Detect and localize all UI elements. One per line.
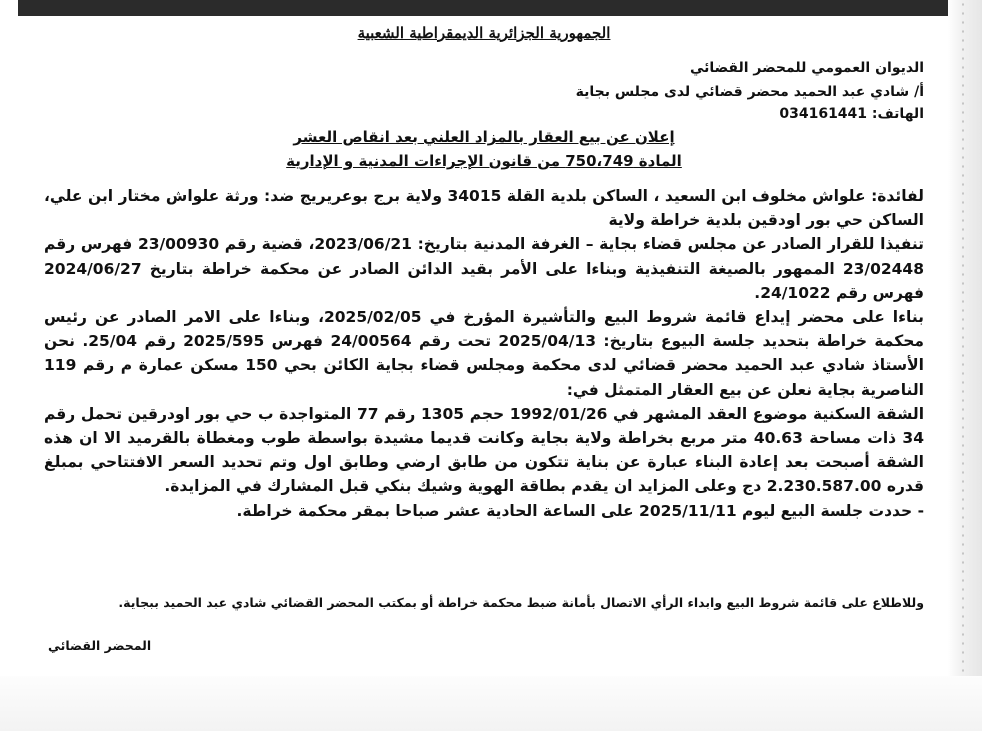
phone-label: الهاتف: bbox=[871, 106, 924, 122]
notice-body bbox=[44, 184, 924, 523]
bailiff-name: أ/ شادي عبد الحميد محضر قضائي لدى مجلس بجاية bbox=[575, 84, 924, 100]
paragraph-property: الشقة السكنية موضوع العقد المشهر في 1992/01/26 حجم 1305 رقم 77 المتواجدة ب حي بور اودرقين تحمل رقم 34 ذات مساحة 40.63 متر مربع بخراطة ولاية بجاية وكانت قديما مشيدة بواسطة طوب ومغطاة بالقرميد الا ان هذه الشقة أصبحت بعد إعادة البناء عبارة عن بناية تتكون من طابق ارضي وطابق اول وتم تحديد السعر الافتتاحي بمبلغ قدره 2.230.587.00 دج وعلى المزايد ان يقدم بطاقة الهوية وشيك بنكي قبل المشارك في المزايدة. bbox=[44, 404, 925, 496]
paragraph-sale-date: - حددت جلسة البيع ليوم 2025/11/11 على الساعة الحادية عشر صباحا بمقر محكمة خراطة. bbox=[236, 501, 924, 520]
republic-heading: الجمهورية الجزائرية الديمقراطية الشعبية bbox=[357, 24, 611, 42]
contact-notice: وللاطلاع على قائمة شروط البيع وابداء الرأي الاتصال بأمانة ضبط محكمة خراطة أو بمكتب المحضر القضائي شادي عبد الحميد ببجاية. bbox=[118, 595, 924, 610]
paragraph-decision: تنفيذا للقرار الصادر عن مجلس قضاء بجاية – الغرفة المدنية بتاريخ: 2023/06/21، قضية رقم 23/00930 فهرس رقم 23/02448 الممهور بالصيغة التنفيذية وبناءا على الأمر بقيد الدائن الصادر عن محكمة خراطة بتاريخ 2024/06/27 فهرس رقم 24/1022. bbox=[44, 235, 924, 302]
scan-bottom-margin bbox=[0, 676, 982, 731]
scan-top-border bbox=[18, 0, 948, 16]
phone-number: 034161441 bbox=[779, 106, 868, 122]
signature: المحضر القضائي bbox=[48, 638, 152, 653]
paragraph-conditions: بناءا على محضر إيداع قائمة شروط البيع والتأشيرة المؤرخ في 2025/02/05، وبناءا على الامر الصادر عن رئيس محكمة خراطة بتحديد جلسة البيوع بتاريخ: 2025/04/13 تحت رقم 24/00564 فهرس 2025/595 رقم 25/04. نحن الأستاذ شادي عبد الحميد محضر قضائي لدى محكمة ومجلس قضاء بجاية الكائن بحي 150 مسكن عمارة م رقم 119 الناصرية بجاية نعلن عن بيع العقار المتمثل في: bbox=[44, 308, 924, 399]
office-name: الديوان العمومي للمحضر القضائي bbox=[689, 60, 924, 76]
scan-perforation bbox=[960, 0, 966, 731]
paragraph-parties: لفائدة: علواش مخلوف ابن السعيد ، الساكن بلدية القلة 34015 ولاية برج بوعريريج ضد: ورثة علواش مختار ابن علي، الساكن حي بور اودقين بلدية خراطة ولاية bbox=[44, 187, 924, 230]
notice-subtitle: المادة 750،749 من قانون الإجراءات المدنية و الإدارية bbox=[286, 152, 682, 170]
notice-title: إعلان عن بيع العقار بالمزاد العلني بعد انقاص العشر bbox=[293, 128, 675, 146]
phone-line bbox=[779, 106, 924, 122]
